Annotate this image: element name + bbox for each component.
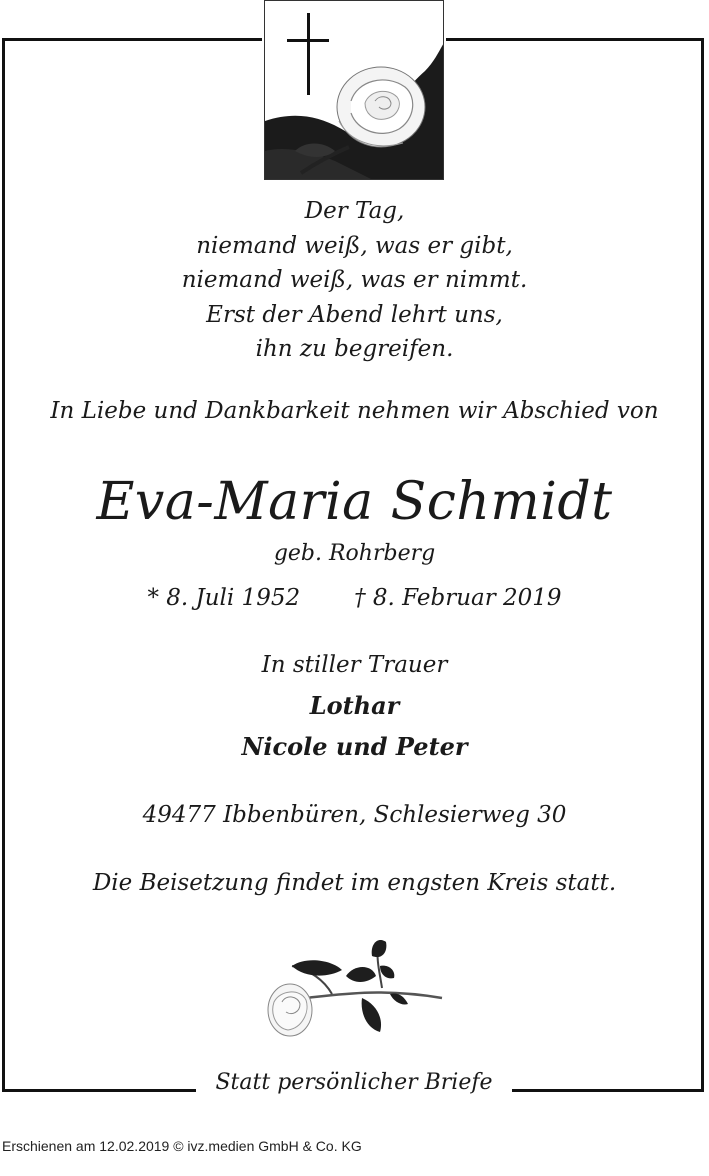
mourner-name: Nicole und Peter [241,732,468,761]
burial-note: Die Beisetzung findet im engsten Kreis statt. [92,870,617,896]
rose-icon [262,936,448,1046]
cross-rose-emblem [264,0,444,180]
poem-line: ihn zu begreifen. [255,336,454,362]
mourning-heading: In stiller Trauer [261,652,448,678]
cross-rose-icon [265,1,444,180]
bottom-note: Statt persönlicher Briefe [196,1066,512,1100]
publication-footer: Erschienen am 12.02.2019 © ivz.medien GmbH & Co. KG [2,1138,362,1154]
address: 49477 Ibbenbüren, Schlesierweg 30 [142,802,567,828]
life-dates [0,581,709,615]
deceased-name: Eva-Maria Schmidt [96,472,613,532]
birth-name: geb. Rohrberg [273,541,436,566]
poem-line: Erst der Abend lehrt uns, [206,301,503,328]
poem-line: niemand weiß, was er gibt, [196,232,513,259]
farewell-intro: In Liebe und Dankbarkeit nehmen wir Abschied von [50,398,659,424]
poem-line: Der Tag, [304,198,405,224]
rose-illustration [262,936,448,1046]
mourner-name: Lothar [309,691,400,720]
poem-line: niemand weiß, was er nimmt. [181,267,528,293]
poem [0,194,709,367]
birth-date: * 8. Juli 1952 [147,585,301,611]
death-date: † 8. Februar 2019 [354,585,562,611]
